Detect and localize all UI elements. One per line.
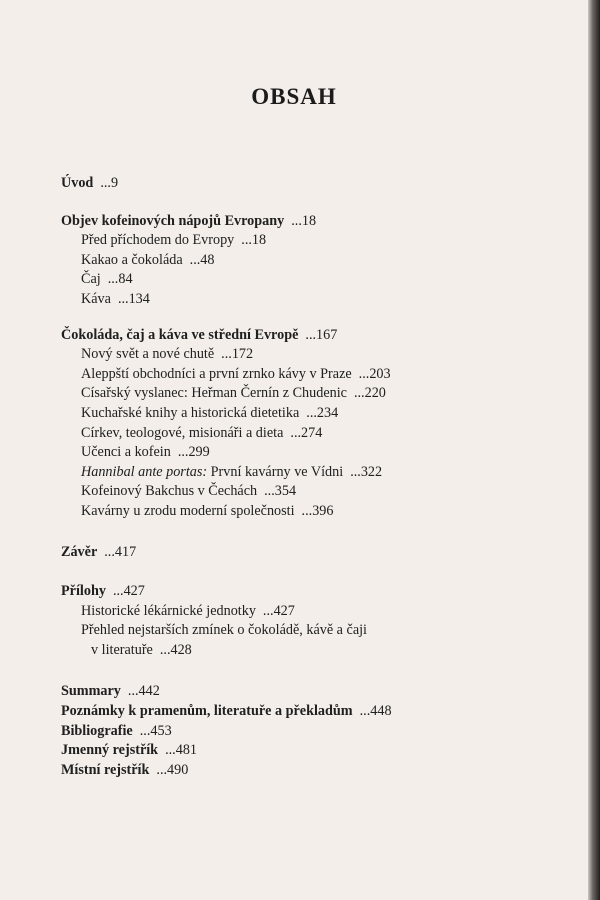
toc-entry-page: ...234: [306, 404, 339, 421]
toc-entry[interactable]: [61, 582, 561, 602]
toc-entry-page: ...427: [262, 602, 295, 619]
toc-entry[interactable]: [61, 212, 561, 232]
toc-entry-label: Summary: [61, 683, 121, 700]
toc-subentry[interactable]: [61, 404, 561, 424]
toc-entry-label: Poznámky k pramenům, literatuře a překladům: [61, 703, 353, 720]
toc-entry-page: ...134: [117, 290, 150, 307]
toc-subentry[interactable]: [61, 602, 561, 622]
toc-subentry[interactable]: [61, 621, 561, 641]
toc-subentry[interactable]: [61, 502, 561, 522]
toc-entry-label: Místní rejstřík: [61, 761, 150, 778]
toc-section-zaver: [61, 543, 561, 563]
toc-subentry[interactable]: [61, 463, 561, 483]
toc-entry-label: Závěr: [61, 543, 98, 560]
toc-entry-label-italic: Hannibal ante portas:: [81, 463, 208, 480]
toc-entry-page: ...490: [156, 761, 189, 778]
toc-section-prilohy: [61, 582, 561, 660]
toc-entry-page: ...220: [353, 385, 386, 402]
toc-entry-page: ...481: [165, 742, 197, 759]
page-edge-shadow: [588, 0, 600, 900]
toc-entry-label: Nový svět a nové chutě: [81, 346, 215, 363]
toc-entry-page: ...172: [221, 346, 254, 363]
toc-section-objev: [61, 212, 561, 310]
toc-entry-page: ...417: [104, 543, 137, 560]
toc-entry-page: ...9: [100, 175, 119, 191]
toc-entry[interactable]: [61, 702, 561, 722]
toc-entry-label: Jmenný rejstřík: [61, 742, 159, 759]
toc-entry-page: ...203: [358, 365, 391, 382]
toc-entry-label: Objev kofeinových nápojů Evropany: [61, 212, 285, 229]
toc-entry-label: Káva: [81, 290, 111, 307]
toc-entry-label: První kavárny ve Vídni: [210, 463, 344, 480]
toc-entry-page: ...48: [189, 251, 215, 268]
toc-entry-label: Úvod: [61, 175, 94, 191]
toc-subentry[interactable]: [61, 443, 561, 463]
toc-entry-page: ...442: [127, 683, 160, 700]
toc-subentry[interactable]: [61, 345, 561, 365]
toc-entry-label: Kakao a čokoláda: [81, 251, 183, 268]
toc-entry[interactable]: [61, 326, 561, 346]
toc-entry-page: ...453: [139, 722, 172, 739]
toc-entry-page: ...322: [350, 463, 383, 480]
toc-entry-page: ...448: [359, 703, 392, 720]
toc-entry-label: Kuchařské knihy a historická dietetika: [81, 404, 300, 421]
toc-entry-page: ...167: [305, 326, 338, 343]
toc-entry-label: Před příchodem do Evropy: [81, 232, 235, 249]
toc-subentry[interactable]: [61, 231, 561, 251]
toc-entry-label: Kavárny u zrodu moderní společnosti: [81, 502, 295, 519]
toc-entry-page: ...299: [177, 444, 210, 461]
toc-subentry[interactable]: [61, 424, 561, 444]
toc-subentry[interactable]: [61, 384, 561, 404]
toc-section-cokolada: [61, 326, 561, 522]
toc-subentry[interactable]: [61, 251, 561, 271]
toc-entry[interactable]: [61, 543, 561, 563]
toc-entry[interactable]: [61, 722, 561, 742]
toc-section-end: [61, 682, 561, 780]
toc-entry[interactable]: [61, 682, 561, 702]
toc-entry-page: ...428: [159, 641, 192, 658]
toc-section-uvod: [61, 174, 561, 194]
toc-entry-label: Přehled nejstarších zmínek o čokoládě, kávě a čaji: [81, 622, 368, 639]
toc-entry[interactable]: [61, 761, 561, 781]
toc-entry-page: ...18: [291, 212, 317, 229]
page-title: OBSAH: [251, 84, 337, 109]
toc-entry-label: Historické lékárnické jednotky: [81, 602, 256, 619]
toc-entry-label: v literatuře: [91, 641, 153, 658]
toc-entry-label: Církev, teologové, misionáři a dieta: [81, 424, 284, 441]
toc-entry-page: ...354: [264, 483, 297, 500]
toc-entry-label: Aleppští obchodníci a první zrnko kávy v Praze: [81, 365, 352, 382]
toc-subentry[interactable]: [61, 365, 561, 385]
toc-entry-label: Přílohy: [61, 583, 106, 600]
toc-entry-page: ...427: [112, 583, 145, 600]
toc-subentry[interactable]: [61, 270, 561, 290]
toc-subentry-continuation[interactable]: [61, 641, 561, 661]
toc-entry-label: Bibliografie: [61, 722, 133, 739]
toc-subentry[interactable]: [61, 290, 561, 310]
toc-entry-label: Čaj: [81, 271, 101, 288]
toc-entry-label: Císařský vyslanec: Heřman Černín z Chudenic: [81, 385, 347, 402]
toc-subentry[interactable]: [61, 482, 561, 502]
toc-entry[interactable]: [61, 741, 561, 761]
toc-entry-label: Čokoláda, čaj a káva ve střední Evropě: [61, 326, 299, 343]
toc-entry-page: ...18: [241, 232, 267, 249]
toc-entry-page: ...84: [107, 271, 133, 288]
toc-entry[interactable]: [61, 174, 561, 194]
table-of-contents: [61, 174, 561, 780]
toc-entry-page: ...396: [301, 502, 334, 519]
toc-entry-label: Učenci a kofein: [81, 444, 171, 461]
toc-entry-page: ...274: [290, 424, 323, 441]
toc-entry-label: Kofeinový Bakchus v Čechách: [81, 483, 258, 500]
